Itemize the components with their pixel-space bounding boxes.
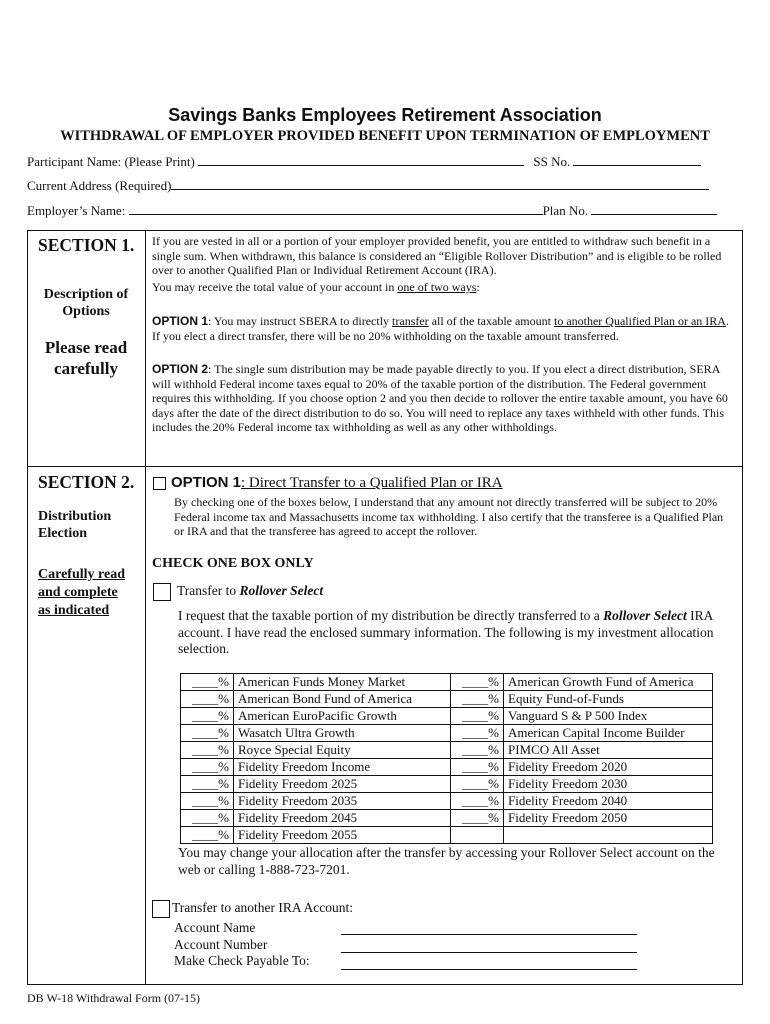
allocation-percent-input[interactable]: ____% [181,725,234,742]
allocation-table-body [181,674,713,844]
fund-name: Wasatch Ultra Growth [234,725,451,742]
fund-name: Fidelity Freedom 2030 [504,776,713,793]
section1-subtitle [30,286,142,320]
table-row [181,742,713,759]
option1-heading-title: : Direct Transfer to a Qualified Plan or IRA [241,475,503,491]
table-row [181,725,713,742]
allocation-table [180,673,713,844]
current-address-label: Current Address (Required) [27,178,172,193]
allocation-percent-input[interactable]: ____% [451,793,504,810]
ira-transfer-label: Transfer to another IRA Account: [172,900,353,916]
participant-name-row [27,153,701,170]
allocation-percent-input[interactable]: ____% [451,691,504,708]
ss-no-label: SS No. [533,154,571,169]
employer-row [27,202,717,219]
allocation-percent-input[interactable]: ____% [181,776,234,793]
ira-transfer-checkbox[interactable] [152,900,170,918]
table-row [181,759,713,776]
section1-note-line2: carefully [54,359,118,378]
fund-name: American EuroPacific Growth [234,708,451,725]
current-address-field[interactable] [171,177,709,190]
option1-text-c: . If you elect a direct transfer, there will be no 20% withholding on the taxable amount transferred. [152,314,729,343]
rollover-desc-text: I request that the taxable portion of my distribution be directly transferred to a [178,608,604,623]
rollover-desc-post: IRA account. I have read the enclosed summary information. The following is my investment allocation selection. [178,608,714,656]
rollover-desc-name: Rollover Select [603,608,687,623]
fund-name: American Growth Fund of America [504,674,713,691]
employer-name-field[interactable] [129,202,543,215]
section2-note-line1: Carefully read [38,567,125,582]
fund-name: Fidelity Freedom 2045 [234,810,451,827]
allocation-percent-input[interactable]: ____% [451,708,504,725]
rollover-select-name: Rollover Select [239,583,324,599]
option2-label: OPTION 2 [152,362,209,376]
section1-note [30,337,142,379]
allocation-percent-input[interactable]: ____% [451,674,504,691]
section2-note [38,566,125,620]
fund-name: American Funds Money Market [234,674,451,691]
option1-heading-row [153,474,503,492]
section2-subtitle [38,508,111,542]
fund-name: Fidelity Freedom 2040 [504,793,713,810]
ways-text: You may receive the total value of your account in [152,280,398,294]
fund-name: Fidelity Freedom 2035 [234,793,451,810]
option1-underline-transfer: transfer [392,314,429,328]
column-divider [145,230,146,985]
allocation-percent-input[interactable]: ____% [181,674,234,691]
option1-underline-target: to another Qualified Plan or an IRA [553,314,726,328]
allocation-percent-input[interactable]: ____% [181,708,234,725]
rollover-select-description [178,608,738,658]
option1-checkbox[interactable] [153,477,166,490]
ways-underlined: one of two ways [397,280,477,294]
table-row [181,810,713,827]
fund-name: Fidelity Freedom 2020 [504,759,713,776]
table-row [181,827,713,844]
section1-subtitle-line2: Options [62,304,110,319]
empty-cell [504,827,713,844]
fund-name: PIMCO All Asset [504,742,713,759]
table-row [181,691,713,708]
payable-to-label: Make Check Payable To: [174,953,310,968]
section1-option1 [152,314,736,343]
allocation-percent-input[interactable]: ____% [181,691,234,708]
fund-name: Fidelity Freedom 2025 [234,776,451,793]
fund-name: Vanguard S & P 500 Index [504,708,713,725]
option1-heading-label: OPTION 1 [171,474,242,491]
fund-name: American Capital Income Builder [504,725,713,742]
allocation-percent-input[interactable]: ____% [451,810,504,827]
option1-text-a: : You may instruct SBERA to directly [208,314,393,328]
ways-colon: : [476,280,480,294]
section1-option2 [152,362,736,435]
allocation-percent-input[interactable]: ____% [181,759,234,776]
ira-transfer-row [152,900,353,918]
allocation-percent-input[interactable]: ____% [181,793,234,810]
employer-name-label: Employer’s Name: [27,203,126,218]
table-row [181,793,713,810]
fund-name: Equity Fund-of-Funds [504,691,713,708]
ss-no-field[interactable] [573,153,701,166]
option1-description: By checking one of the boxes below, I understand that any amount not directly transferred will be subject to 20% Federal income tax and Massachusetts income tax withholding. I also certify that the transferee is a Qualified Plan or IRA and that the transferee has agreed to accept the rollover. [174,495,724,538]
address-row [27,177,709,194]
form-title: Savings Banks Employees Retirement Association [168,105,602,125]
empty-cell [451,827,504,844]
account-number-label: Account Number [174,936,268,952]
table-row [181,776,713,793]
option1-label: OPTION 1 [152,314,209,328]
section1-ways [152,280,736,295]
account-name-field[interactable] [341,922,637,935]
option1-text-b: all of the taxable amount [428,314,554,328]
ira-details-labels [174,920,310,970]
allocation-change-note: You may change your allocation after the transfer by accessing your Rollover Select account on the web or calling 1-888-723-7201. [178,845,715,877]
fund-name: American Bond Fund of America [234,691,451,708]
table-row [181,674,713,691]
section2-subtitle-line2: Election [38,526,87,541]
section1-title: SECTION 1. [38,235,135,255]
section2-note-line3: as indicated [38,603,110,618]
rollover-select-label: Transfer to [177,583,240,599]
rollover-select-checkbox[interactable] [153,583,171,601]
check-one-heading: CHECK ONE BOX ONLY [152,556,314,571]
allocation-percent-input[interactable]: ____% [451,742,504,759]
section2-subtitle-line1: Distribution [38,509,112,524]
section1-note-line1: Please read [44,338,128,357]
participant-name-field[interactable] [198,153,524,166]
section2-title: SECTION 2. [38,472,135,492]
plan-no-field[interactable] [591,202,717,215]
section-divider [27,466,742,467]
fund-name: Fidelity Freedom 2055 [234,827,451,844]
allocation-percent-input[interactable]: ____% [451,776,504,793]
form-id: DB W-18 Withdrawal Form (07-15) [27,991,201,1005]
fund-name: Royce Special Equity [234,742,451,759]
fund-name: Fidelity Freedom 2050 [504,810,713,827]
section1-subtitle-line1: Description of [43,287,129,302]
fund-name: Fidelity Freedom Income [234,759,451,776]
section2-note-line2: and complete [38,585,118,600]
allocation-percent-input[interactable]: ____% [181,810,234,827]
allocation-percent-input[interactable]: ____% [451,759,504,776]
allocation-percent-input[interactable]: ____% [181,827,234,844]
account-number-field[interactable] [341,940,637,953]
allocation-percent-input[interactable]: ____% [451,725,504,742]
account-name-label: Account Name [174,920,256,935]
participant-name-label: Participant Name: (Please Print) [27,154,195,169]
ira-details-fields [341,922,637,975]
plan-no-label: Plan No. [542,203,589,218]
section1-intro: If you are vested in all or a portion of your employer provided benefit, you are entitled to withdraw such benefit in a single sum. When withdrawn, this balance is considered an “Eligible Rollover Distribution” and is eligible to be rolled over to another Qualified Plan or Individual Retirement Account (IRA). [152,234,722,277]
rollover-select-row [153,583,323,601]
form-subtitle: WITHDRAWAL OF EMPLOYER PROVIDED BENEFIT UPON TERMINATION OF EMPLOYMENT [60,128,710,144]
table-row [181,708,713,725]
allocation-percent-input[interactable]: ____% [181,742,234,759]
option2-text: : The single sum distribution may be made payable directly to you. If you elect a direct distribution, SERA will withhold Federal income taxes equal to 20% of the taxable portion of the distribution. The Federal government requires this withholding. If you choose option 2 and you then decide to rollover the entire taxable amount, you have 60 days after the date of the direct distribution to do so. You will need to replace any taxes withheld with other funds. This includes the 20% Federal income tax withholding as well as any other withholdings. [152,362,728,434]
payable-to-field[interactable] [341,957,637,970]
